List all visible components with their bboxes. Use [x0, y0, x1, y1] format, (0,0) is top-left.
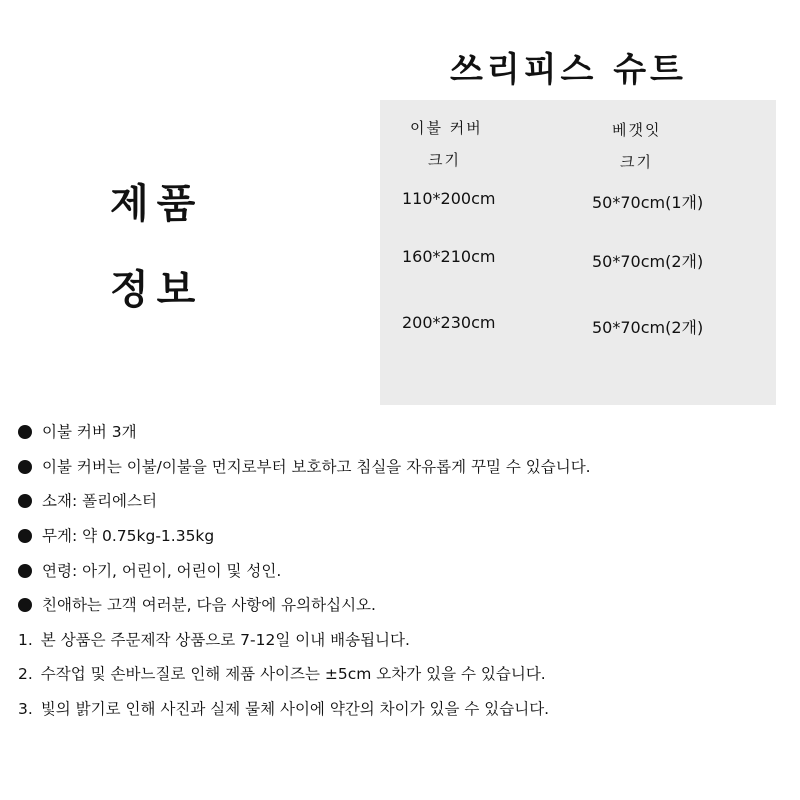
list-item: [18, 415, 793, 450]
side-title-info: 정보: [110, 266, 204, 313]
table-cell-pillow: 50*70cm(2개): [592, 252, 704, 271]
table-cell-duvet: 110*200cm: [402, 189, 496, 208]
note-item: [18, 623, 793, 658]
list-item: [18, 519, 793, 554]
list-item: [18, 450, 793, 485]
list-item-text: 소재: 폴리에스터: [42, 492, 157, 511]
bullet-icon: [18, 460, 32, 474]
note-number: 1.: [18, 630, 33, 649]
side-title-product: 제품: [110, 180, 204, 227]
note-item: [18, 657, 793, 692]
table-cell-pillow: 50*70cm(1개): [592, 193, 704, 212]
list-item-text: 연령: 아기, 어린이, 어린이 및 성인.: [42, 561, 282, 580]
bullet-icon: [18, 529, 32, 543]
note-number: 3.: [18, 700, 33, 719]
bullet-icon: [18, 494, 32, 508]
list-item-text: 친애하는 고객 여러분, 다음 사항에 유의하십시오.: [42, 596, 376, 615]
bullet-icon: [18, 598, 32, 612]
list-item: [18, 484, 793, 519]
table-cell-pillow: 50*70cm(2개): [592, 318, 704, 337]
table-header-pillow: 베갯잇: [612, 121, 662, 139]
list-item: [18, 588, 793, 623]
bullet-icon: [18, 425, 32, 439]
list-item-text: 무게: 약 0.75kg-1.35kg: [42, 527, 215, 546]
bullet-icon: [18, 564, 32, 578]
table-header-pillow-size: 크기: [620, 153, 653, 171]
list-item-text: 이불 커버는 이불/이불을 먼지로부터 보호하고 침실을 자유롭게 꾸밀 수 있습니다.: [42, 457, 591, 476]
note-text: 본 상품은 주문제작 상품으로 7-12일 이내 배송됩니다.: [40, 630, 410, 649]
note-text: 빛의 밝기로 인해 사진과 실제 물체 사이에 약간의 차이가 있을 수 있습니다.: [40, 700, 550, 719]
table-header-duvet: 이불 커버: [410, 119, 483, 137]
list-item-text: 이불 커버 3개: [42, 423, 137, 442]
note-number: 2.: [18, 665, 33, 684]
list-item: [18, 553, 793, 588]
table-cell-duvet: 200*230cm: [402, 313, 496, 332]
product-info-list: [18, 415, 793, 726]
page-title: 쓰리피스 슈트: [450, 50, 687, 90]
table-cell-duvet: 160*210cm: [402, 247, 496, 266]
note-text: 수작업 및 손바느질로 인해 제품 사이즈는 ±5cm 오차가 있을 수 있습니다.: [40, 665, 546, 684]
note-item: [18, 692, 793, 727]
table-header-duvet-size: 크기: [428, 151, 461, 169]
